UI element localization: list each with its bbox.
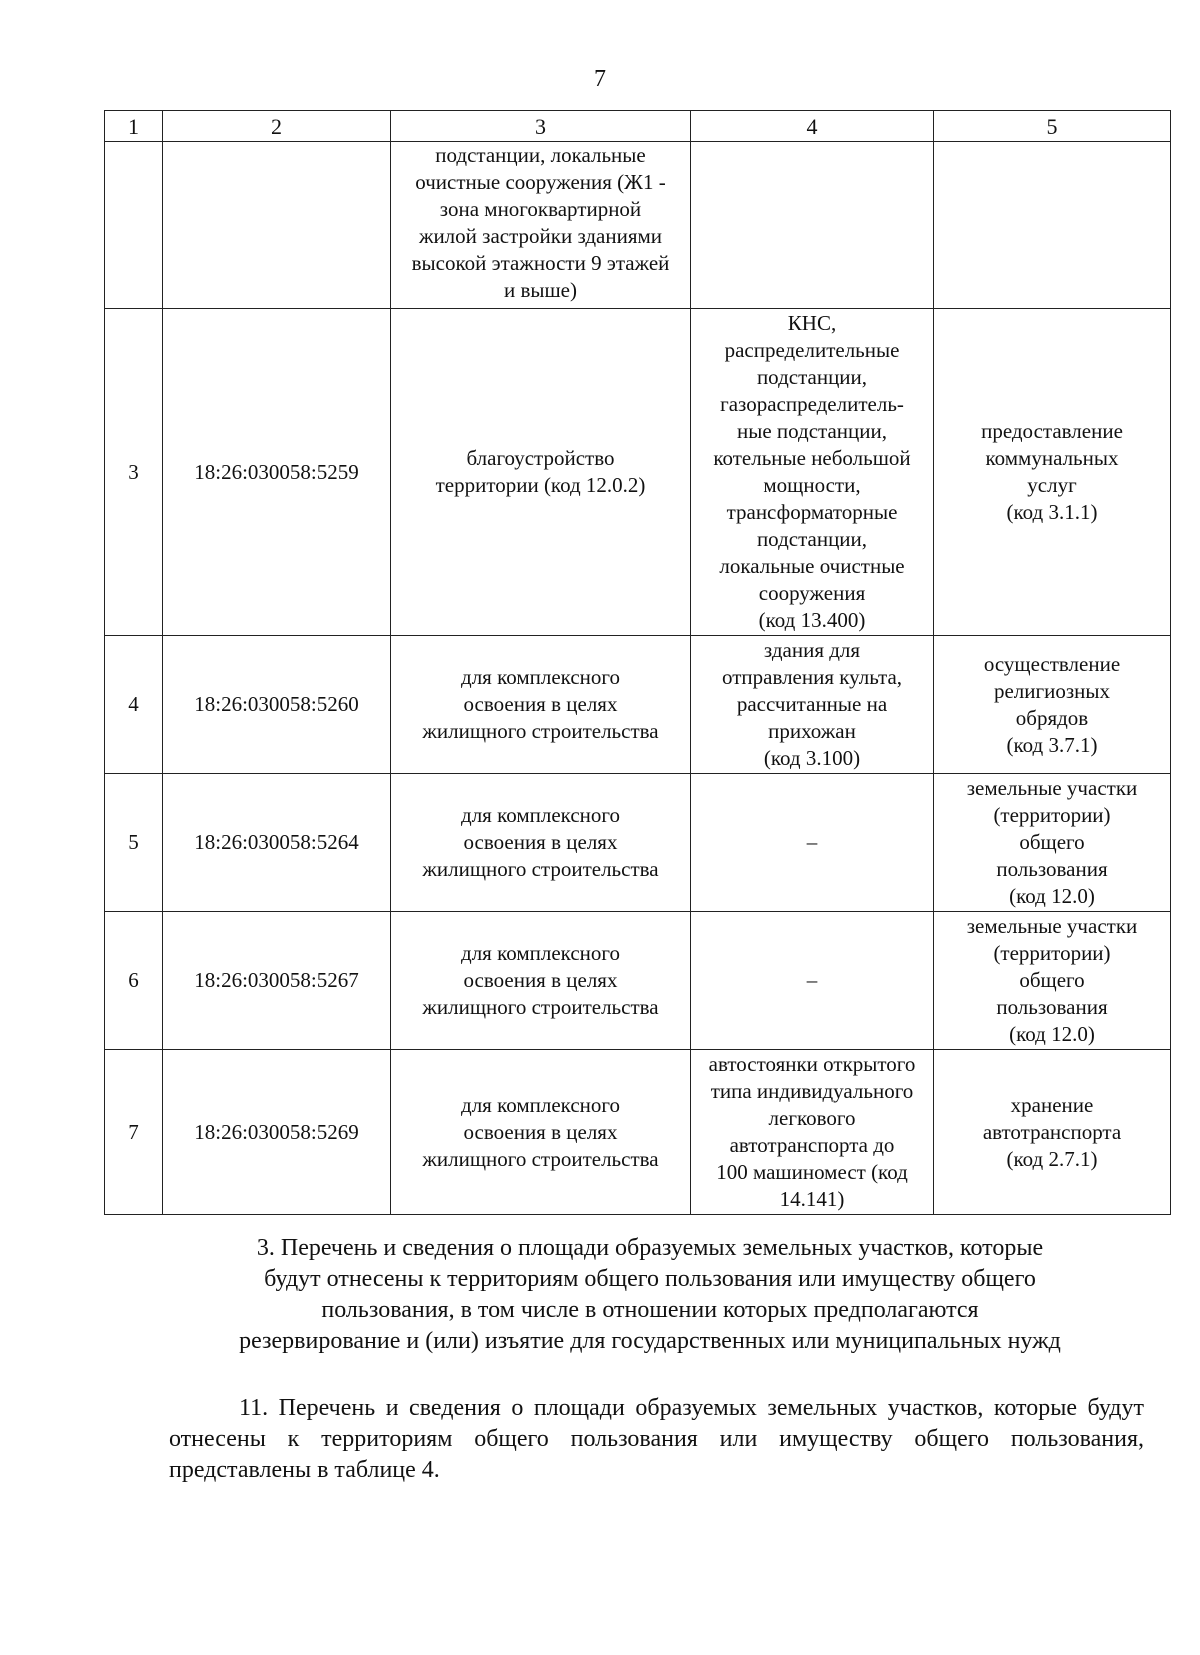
- cadastral-number-cell: 18:26:030058:5269: [163, 1050, 391, 1215]
- header-cell: 3: [391, 111, 691, 142]
- table-row: [105, 774, 1171, 912]
- row-number-cell: 7: [105, 1050, 163, 1215]
- conditional-use-cell: земельные участки (территории) общего пользования (код 12.0): [934, 912, 1171, 1050]
- row-number-cell: 5: [105, 774, 163, 912]
- auxiliary-use-cell: автостоянки открытого типа индивидуального легкового автотранспорта до 100 машиномест (код 14.141): [691, 1050, 934, 1215]
- row-number-cell: [105, 142, 163, 309]
- permitted-use-cell: подстанции, локальные очистные сооружения (Ж1 - зона многоквартирной жилой застройки зданиями высокой этажности 9 этажей и выше): [391, 142, 691, 309]
- page-number: 7: [594, 66, 606, 92]
- row-number-cell: 4: [105, 636, 163, 774]
- table-row: [105, 912, 1171, 1050]
- table-header-row: [105, 111, 1171, 142]
- conditional-use-cell: хранение автотранспорта (код 2.7.1): [934, 1050, 1171, 1215]
- conditional-use-cell: [934, 142, 1171, 309]
- header-cell: 5: [934, 111, 1171, 142]
- conditional-use-cell: осуществление религиозных обрядов (код 3.7.1): [934, 636, 1171, 774]
- permitted-use-cell: для комплексного освоения в целях жилищного строительства: [391, 636, 691, 774]
- cadastral-number-cell: 18:26:030058:5264: [163, 774, 391, 912]
- table-row: [105, 636, 1171, 774]
- permitted-use-cell: для комплексного освоения в целях жилищного строительства: [391, 1050, 691, 1215]
- row-number-cell: 6: [105, 912, 163, 1050]
- header-cell: 1: [105, 111, 163, 142]
- permitted-use-cell: для комплексного освоения в целях жилищного строительства: [391, 912, 691, 1050]
- auxiliary-use-cell: [691, 142, 934, 309]
- header-cell: 2: [163, 111, 391, 142]
- auxiliary-use-cell: –: [691, 774, 934, 912]
- row-number-cell: 3: [105, 309, 163, 636]
- cadastral-number-cell: 18:26:030058:5267: [163, 912, 391, 1050]
- cadastral-number-cell: [163, 142, 391, 309]
- cadastral-number-cell: 18:26:030058:5260: [163, 636, 391, 774]
- table-row: [105, 142, 1171, 309]
- conditional-use-cell: земельные участки (территории) общего пользования (код 12.0): [934, 774, 1171, 912]
- conditional-use-cell: предоставление коммунальных услуг (код 3.1.1): [934, 309, 1171, 636]
- auxiliary-use-cell: КНС, распределительные подстанции, газораспределитель- ные подстанции, котельные небольшой мощности, трансформаторные подстанции, локальные очистные сооружения (код 13.400): [691, 309, 934, 636]
- permitted-use-cell: благоустройство территории (код 12.0.2): [391, 309, 691, 636]
- auxiliary-use-cell: здания для отправления культа, рассчитанные на прихожан (код 3.100): [691, 636, 934, 774]
- permitted-use-cell: для комплексного освоения в целях жилищного строительства: [391, 774, 691, 912]
- land-plots-table: [104, 110, 1171, 1215]
- table-row: [105, 309, 1171, 636]
- section-heading: 3. Перечень и сведения о площади образуемых земельных участков, которые будут отнесены к территориям общего пользования или имуществу общего пользования, в том числе в отношении которых предполагаются резервирование и (или) изъятие для государственных или муниципальных нужд: [239, 1235, 1061, 1354]
- body-paragraph: 11. Перечень и сведения о площади образуемых земельных участков, которые будут отнесены к территориям общего пользования или имуществу общего пользования, представлены в таблице 4.: [169, 1395, 1144, 1483]
- cadastral-number-cell: 18:26:030058:5259: [163, 309, 391, 636]
- auxiliary-use-cell: –: [691, 912, 934, 1050]
- header-cell: 4: [691, 111, 934, 142]
- table-row: [105, 1050, 1171, 1215]
